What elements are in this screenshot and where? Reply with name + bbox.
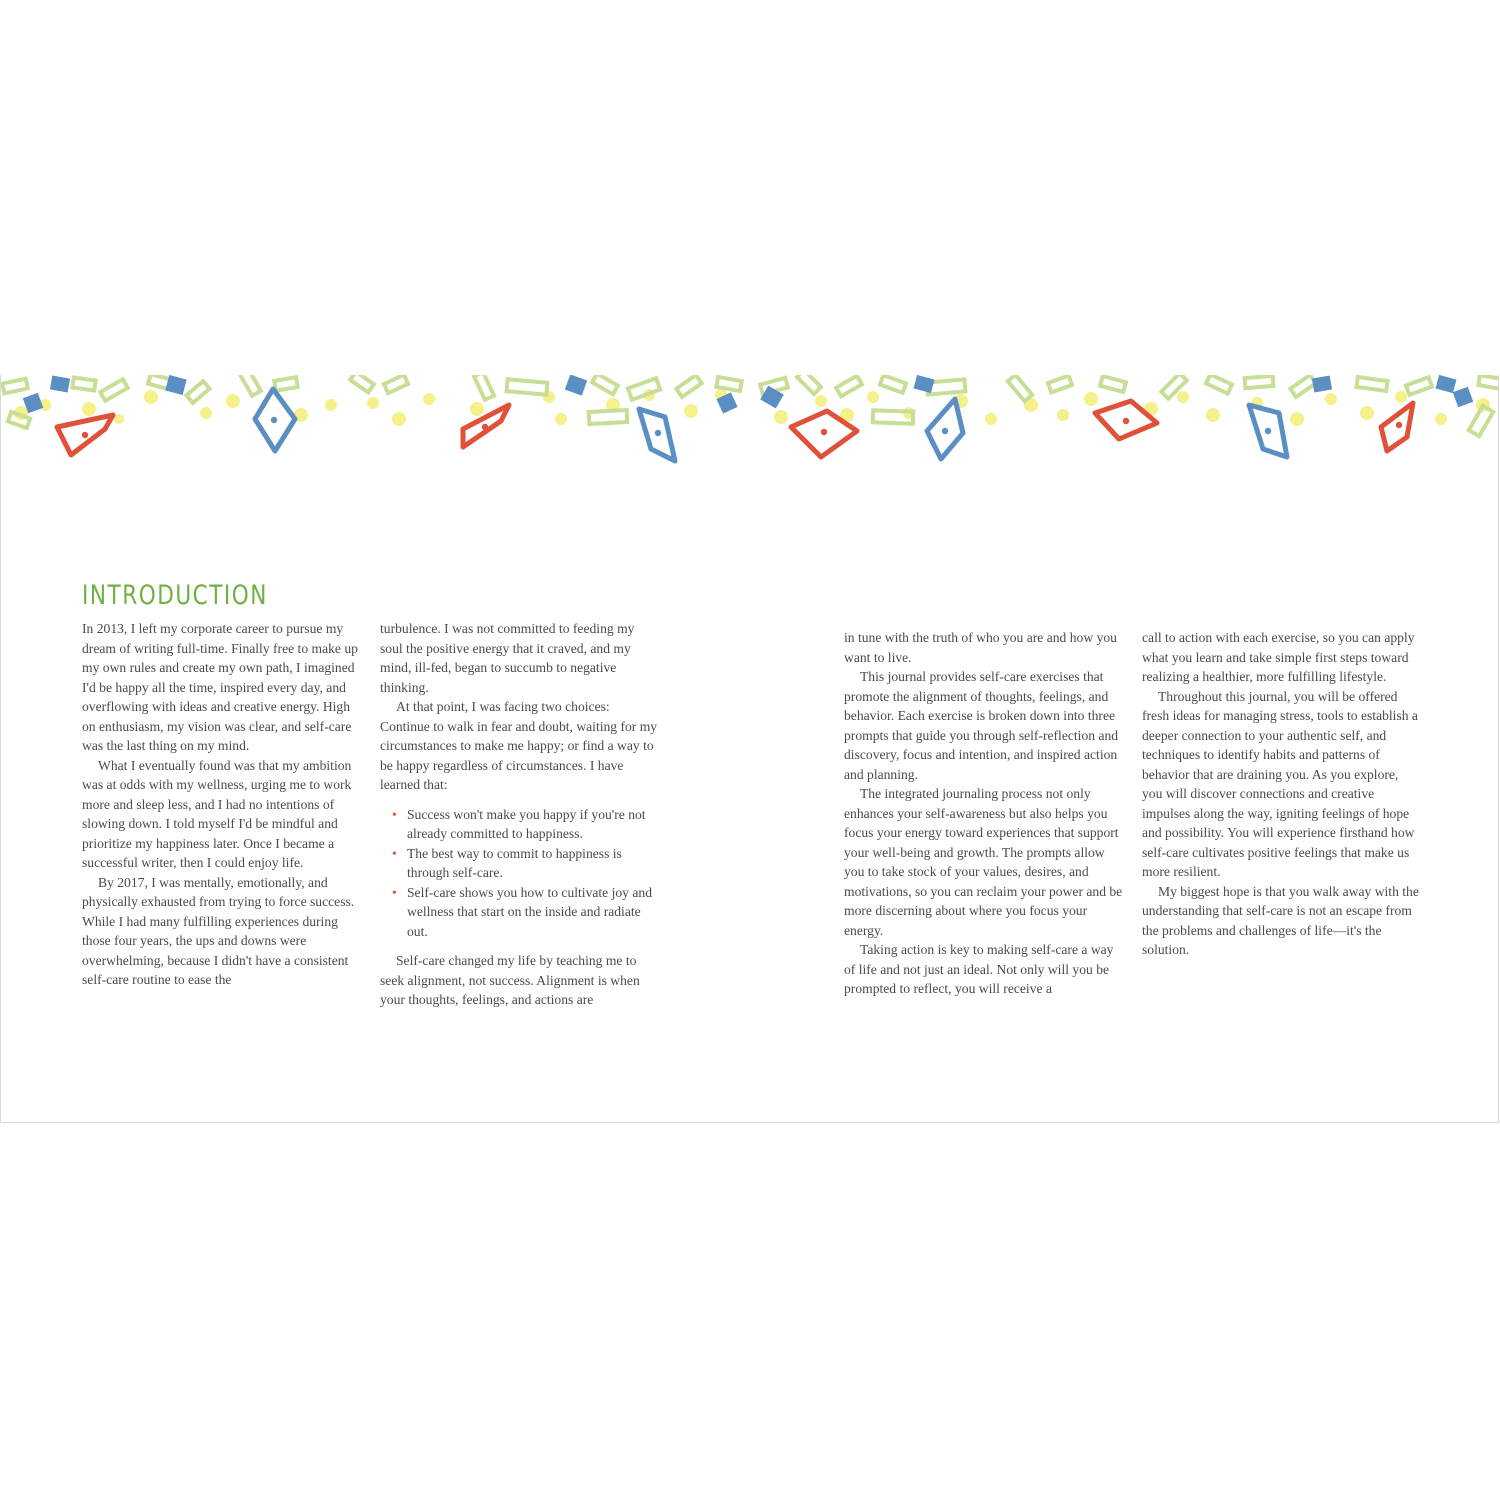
- paragraph: By 2017, I was mentally, emotionally, and physically exhausted from trying to force success. While I had many fulfilling experiences during those four years, the ups and downs were overwhelming, because I didn't have a consistent self-care routine to ease the: [82, 874, 355, 987]
- list-item: [392, 805, 660, 844]
- text-column-4: [1142, 628, 1422, 960]
- bullet-icon: •: [392, 806, 397, 822]
- list-item: [392, 883, 660, 942]
- paragraph: call to action with each exercise, so you can apply what you learn and take simple first steps toward realizing a healthier, more fulfilling lifestyle.: [1142, 630, 1415, 684]
- bullet-icon: •: [392, 884, 397, 900]
- paragraph: in tune with the truth of who you are and how you want to live.: [844, 630, 1117, 665]
- decorative-border: [1, 375, 1499, 475]
- paragraph: My biggest hope is that you walk away with the understanding that self-care is not an escape from the problems and challenges of life—it's the solution.: [1142, 883, 1419, 957]
- paragraph: Self-care changed my life by teaching me to seek alignment, not success. Alignment is when your thoughts, feelings, and actions are: [380, 953, 640, 1007]
- list-item-text: Success won't make you happy if you're not already committed to happiness.: [407, 806, 646, 841]
- chapter-title: INTRODUCTION: [82, 580, 268, 611]
- bullet-icon: •: [392, 845, 397, 861]
- paragraph: Throughout this journal, you will be offered fresh ideas for managing stress, tools to establish a deeper connection to your authentic self, and techniques to identify habits and patterns of behavior that are draining you. As you explore, you will discover connections and creative impulses along the way, igniting feelings of hope and possibility. You will experience firsthand how self-care cultivates positive feelings that make us more resilient.: [1142, 688, 1418, 879]
- list-item-text: The best way to commit to happiness is through self-care.: [407, 845, 622, 880]
- paragraph: At that point, I was facing two choices: Continue to walk in fear and doubt, waiting for my circumstances to make me happy; or find a way to be happy regardless of circumstances. I have learned that:: [380, 699, 658, 792]
- list-item-text: Self-care shows you how to cultivate joy and wellness that start on the inside and radiate out.: [407, 884, 653, 939]
- paragraph: What I eventually found was that my ambition was at odds with my wellness, urging me to work more and sleep less, and I had no intentions of slowing down. I told myself I'd be mindful and prioritize my happiness later. Once I became a successful writer, then I could enjoy life.: [82, 757, 352, 870]
- paragraph: The integrated journaling process not only enhances your self-awareness but also helps you focus your energy toward experiences that support your well-being and growth. The prompts allow you to take stock of your values, desires, and motivations, so you can reclaim your power and be more discerning about where you focus your energy.: [844, 786, 1123, 938]
- text-column-3: [844, 628, 1124, 999]
- book-spread: [0, 375, 1499, 1123]
- list-item: [392, 844, 660, 883]
- text-column-1: [82, 619, 362, 990]
- paragraph: In 2013, I left my corporate career to pursue my dream of writing full-time. Finally free to make up my own rules and create my own path, I imagined I'd be happy all the time, inspired every day, and overflowing with ideas and creative energy. High on enthusiasm, my vision was clear, and self-care was the last thing on my mind.: [82, 621, 358, 753]
- bullet-list: [380, 805, 660, 942]
- paragraph: Taking action is key to making self-care a way of life and not just an ideal. Not only will you be prompted to reflect, you will receive a: [844, 942, 1114, 996]
- paragraph: turbulence. I was not committed to feeding my soul the positive energy that it craved, and my mind, ill-fed, began to succumb to negative thinking.: [380, 621, 635, 695]
- text-column-2: [380, 619, 660, 1010]
- paragraph: This journal provides self-care exercises that promote the alignment of thoughts, feelings, and behavior. Each exercise is broken down into three prompts that guide you through self-reflection and discovery, focus and intention, and inspired action and planning.: [844, 669, 1119, 782]
